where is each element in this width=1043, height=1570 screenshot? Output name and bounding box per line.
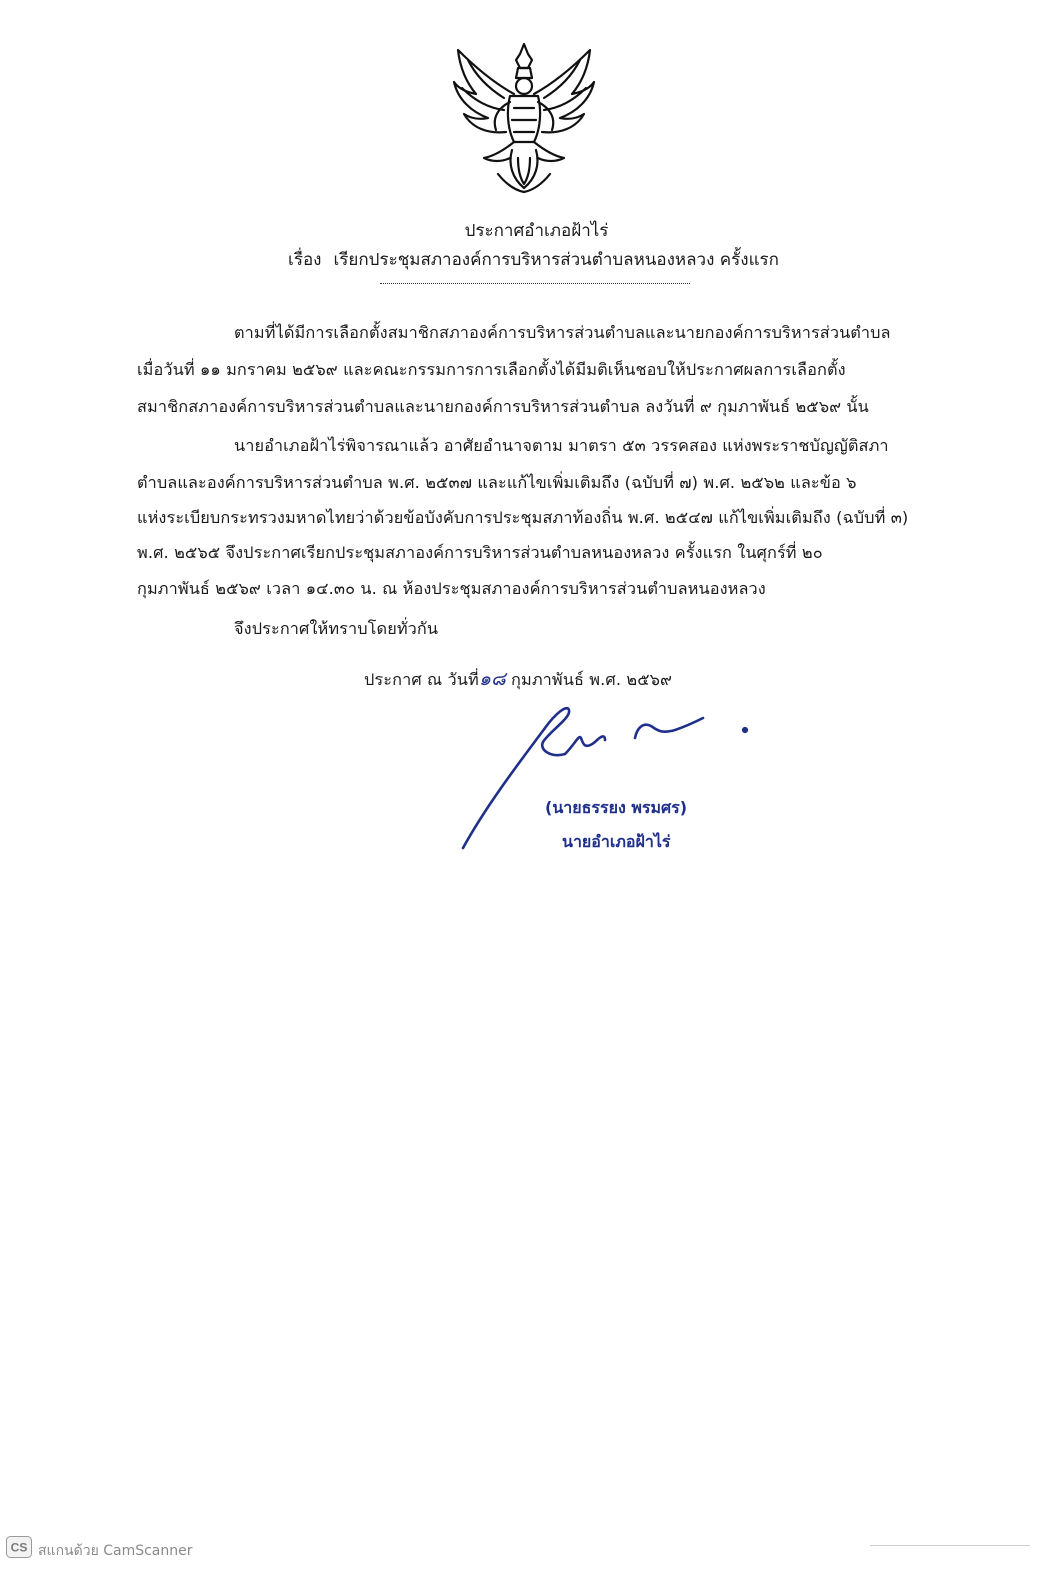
paragraph-1-line-1: ตามที่ได้มีการเลือกตั้งสมาชิกสภาองค์การบริหารส่วนตำบลและนายกองค์การบริหารส่วนตำบล [234,323,891,342]
paragraph-2-line-4: พ.ศ. ๒๕๖๕ จึงประกาศเรียกประชุมสภาองค์การบริหารส่วนตำบลหนองหลวง ครั้งแรก ในศุกร์ที่ ๒๐ [137,543,823,562]
dateline-suffix: กุมภาพันธ์ พ.ศ. ๒๕๖๙ [511,670,673,689]
paragraph-2-line-5: กุมภาพันธ์ ๒๕๖๙ เวลา ๑๔.๓๐ น. ณ ห้องประชุมสภาองค์การบริหารส่วนตำบลหนองหลวง [137,579,766,598]
camscanner-logo [6,1536,32,1558]
paragraph-1-line-2: เมื่อวันที่ ๑๑ มกราคม ๒๕๖๙ และคณะกรรมการการเลือกตั้งได้มีมติเห็นชอบให้ประกาศผลการเลือกตั้ง [137,360,846,379]
subject-text: เรียกประชุมสภาองค์การบริหารส่วนตำบลหนองหลวง ครั้งแรก [333,250,779,270]
subject-label: เรื่อง [288,250,322,270]
dateline-day: ๑๘ [478,668,506,690]
camscanner-logo-text: CS [10,1540,28,1555]
dateline [364,664,672,694]
paragraph-1-line-3: สมาชิกสภาองค์การบริหารส่วนตำบลและนายกองค์การบริหารส่วนตำบล ลงวันที่ ๙ กุมภาพันธ์ ๒๕๖๙ นั้น [137,397,869,416]
dotted-divider [380,283,690,284]
signatory-name: (นายธรรยง พรมศร) [545,798,688,817]
paragraph-2-line-3: แห่งระเบียบกระทรวงมหาดไทยว่าด้วยข้อบังคับการประชุมสภาท้องถิ่น พ.ศ. ๒๕๔๗ แก้ไขเพิ่มเติมถึง (ฉบับที่ ๓) [137,508,909,527]
camscanner-footer: สแกนด้วย CamScanner [38,1543,193,1559]
paragraph-2-line-2: ตำบลและองค์การบริหารส่วนตำบล พ.ศ. ๒๕๓๗ และแก้ไขเพิ่มเติมถึง (ฉบับที่ ๗) พ.ศ. ๒๕๖๒ และข้อ ๖ [137,473,857,492]
signatory-position: นายอำเภอฝ้าไร่ [562,832,671,851]
dateline-prefix: ประกาศ ณ วันที่ [364,670,479,689]
garuda-emblem [448,38,600,196]
closing-statement: จึงประกาศให้ทราบโดยทั่วกัน [234,619,439,638]
announcement-title: ประกาศอำเภอฝ้าไร่ [464,221,609,241]
scan-edge-line [870,1545,1030,1546]
subject-line [12,246,1043,273]
paragraph-2-line-1: นายอำเภอฝ้าไร่พิจารณาแล้ว อาศัยอำนาจตาม มาตรา ๕๓ วรรคสอง แห่งพระราชบัญญัติสภา [234,436,889,455]
